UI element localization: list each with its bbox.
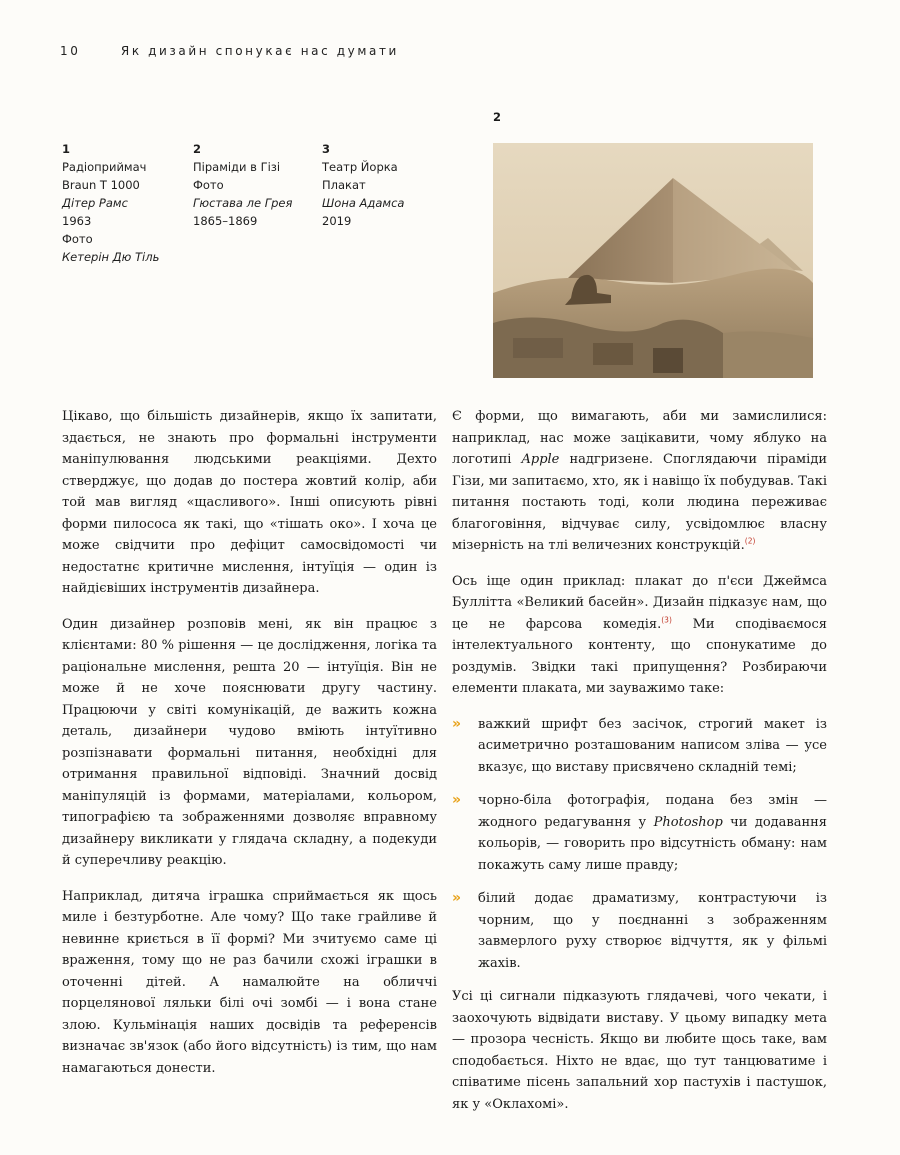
text-run: білий додає драматизму, контрастуючи із чорним, що у поєднанні з зображенням завмерлого руху створює відчуття, як у фільмі жахів. [478, 891, 827, 971]
paragraph [452, 571, 827, 700]
caption-1 [62, 140, 192, 266]
caption-author: Гюстава ле Грея [193, 196, 293, 210]
paragraph: Наприклад, дитяча іграшка сприймається як щось миле і безтурботне. Але чому? Що таке грайливе й невинне криється в її формі? Ми зчитуємо саме ці враження, тому що не раз бачили схожі іграшки в оточенні дітей. А намалюйте на обличчі порцелянової ляльки білі очі зомбі — і вона стане злою. Кульмінація наших досвідів та референсів визначає зв'язок (або його відсутність) із тим, що нам намагаються донести. [62, 888, 437, 1076]
paragraph: Один дизайнер розповів мені, як він працює з клієнтами: 80 % рішення — це дослідження, логіка та раціональне мислення, решта 20 — інтуїція. Він не може й не хоче пояснювати другу частину. Працюючи у світі комунікацій, де важить кожна деталь, дизайнери чудово вміють інтуїтивно розпізнавати формальні питання, необхідні для отримання правильної відповіді. Значний досвід маніпуляцій із формами, матеріалами, кольором, типографією та зображеннями дозволяє вправному дизайнеру викликати у глядача складну, а подекуди й суперечливу реакцію. [62, 616, 437, 868]
caption-year: 1963 [62, 214, 92, 228]
text-run: чи додавання кольорів, — говорить про відсутність обману: нам покажуть саму лише правду; [478, 814, 828, 873]
text-run: Ось іще один приклад: плакат до п'єси Джеймса Буллітта «Великий басейн». Дизайн підказує нам, що це не фарсова комедія. [452, 573, 827, 632]
text-run: важкий шрифт без засічок, строгий макет із асиметрично розташованим написом зліва — усе вказує, що виставу присвячено складній темі; [478, 716, 827, 775]
paragraph [452, 406, 827, 557]
pyramid-photo [493, 143, 813, 378]
brand-name: Apple [521, 452, 560, 467]
figure-number: 2 [493, 110, 502, 124]
caption-year: 1865–1869 [193, 214, 258, 228]
paragraph: Усі ці сигнали підказують глядачеві, чого чекати, і заохочують відвідати виставу. У цьому випадку мета — прозора чесність. Якщо ви любите щось таке, вам сподобається. Ніхто не вдає, що тут танцюватиме і співатиме пісень запальний хор пастухів і пастушок, як у «Оклахомі». [452, 989, 827, 1112]
text-run: Ми сподіваємося інтелектуального контенту, що спонукатиме до роздумів. Звідки такі припущення? Розбираючи елементи плаката, ми зауважимо таке: [452, 616, 827, 696]
bullet-icon: » [452, 792, 462, 808]
caption-number: 1 [62, 142, 71, 156]
caption-extra-author: Кетерін Дю Тіль [62, 250, 160, 264]
list-item [452, 714, 827, 779]
paragraph: Цікаво, що більшість дизайнерів, якщо їх запитати, здається, не знають про формальні інструменти маніпулювання людськими реакціями. Дехто стверджує, що додав до постера жовтий колір, аби той мав вигляд «щасливого». Інші описують рівні форми пилососа як такі, що «тішать око». І хоча це може свідчити про дефіцит самосвідомості чи недостатнє критичне мислення, інтуїція — один із найдієвіших інструментів дизайнера. [62, 409, 437, 596]
text-run: надгризене. Споглядаючи піраміди Гізи, ми запитаємо, хто, як і навіщо їх побудував. Такі питання постають тоді, коли людина переживає благоговіння, відчуває силу, усвідомлює власну мізерність на тлі величезних конструкцій. [452, 452, 827, 553]
bullet-icon: » [452, 715, 462, 732]
caption-2 [193, 140, 323, 230]
caption-line: Радіоприймач [62, 160, 147, 174]
caption-line: Плакат [322, 178, 366, 192]
caption-extra: Фото [62, 232, 93, 246]
caption-line: Піраміди в Гізі [193, 160, 281, 174]
text-run: чорно-біла фотографія, подана без змін — жодного редагування у [478, 793, 827, 830]
caption-author: Дітер Рамс [62, 196, 128, 210]
caption-number: 2 [193, 142, 202, 156]
bullet-icon: » [452, 890, 462, 906]
pyramid-photo-icon [493, 143, 813, 378]
software-name: Photoshop [653, 814, 723, 830]
caption-line: Театр Йорка [322, 160, 398, 174]
list-item [452, 888, 827, 974]
footnote-ref[interactable]: (2) [744, 536, 756, 546]
caption-number: 3 [322, 142, 331, 156]
text-run: Є форми, що вимагають, аби ми замислилися: наприклад, нас може зацікавити, чому яблуко на логотипі [452, 409, 827, 467]
caption-author: Шона Адамса [322, 196, 405, 210]
footnote-ref[interactable]: (3) [661, 615, 672, 625]
page-number: 10 [60, 44, 81, 58]
caption-line: Фото [193, 178, 224, 192]
running-head [60, 44, 399, 58]
caption-line: Braun T 1000 [62, 178, 140, 192]
left-column [62, 406, 437, 1093]
right-column [452, 406, 827, 1129]
running-title: Як дизайн спонукає нас думати [120, 44, 399, 58]
list-item [452, 790, 827, 876]
bullet-list [452, 714, 827, 975]
caption-year: 2019 [322, 214, 352, 228]
caption-3 [322, 140, 452, 230]
